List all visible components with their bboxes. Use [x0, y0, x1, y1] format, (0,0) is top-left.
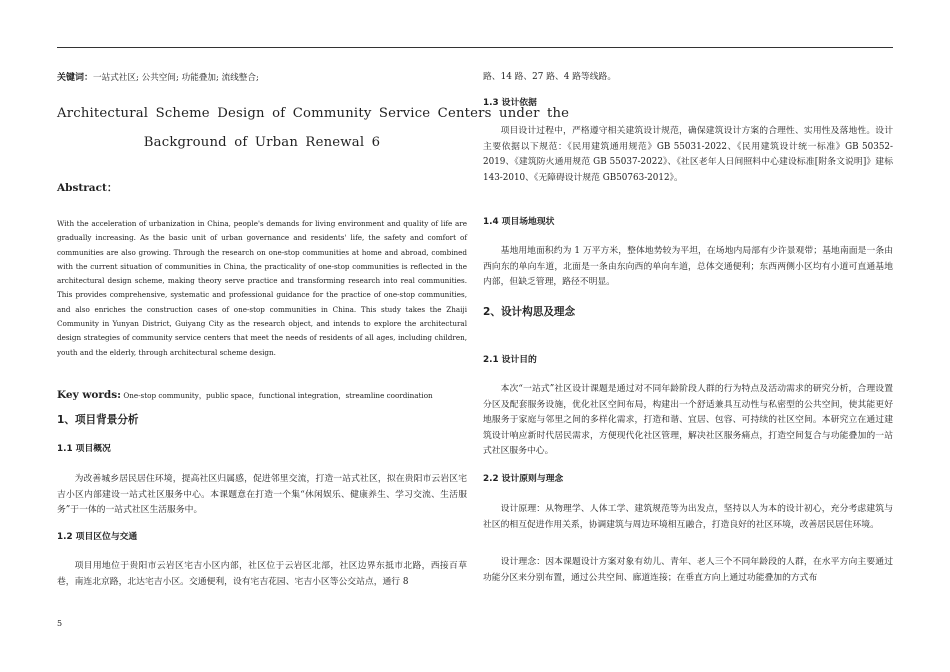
paragraph-1-3: 项目设计过程中，严格遵守相关建筑设计规范，确保建筑设计方案的合理性、实用性及落地性。设计主要依据以下规范：《民用建筑通用规范》GB 55031-2022、《民用建筑设计统一标准》GB 50352-2019、《建筑防火通用规范 GB 55037-2022》、《社区老年人日间照料中心建设标准[附条文说明]》建标 143-2010、《无障碍设计规范 GB50763-2012》。 — [483, 126, 893, 183]
paragraph-1-2: 项目用地位于贵阳市云岩区宅吉小区内部，社区位于云岩区北部，社区边界东抵市北路，西接百草巷，南连北京路，北达宅吉小区。交通便利，设有宅吉花园、宅吉小区等公交站点，通行 8 — [57, 561, 467, 587]
heading-1-4: 1.4 项目场地现状 — [483, 217, 555, 227]
keywords-line — [57, 72, 259, 84]
heading-1-2: 1.2 项目区位与交通 — [57, 532, 138, 542]
heading-2-2: 2.2 设计原则与理念 — [483, 474, 564, 484]
paragraph-1-4: 基地用地面积约为 1 万平方米，整体地势较为平坦，在场地内局部有少许景观带；基地南面是一条由西向东的单向车道，北面是一条由东向西的单向车道，总体交通便利；东西两侧小区均有小道可直通基地内部，但缺乏管理，路径不明显。 — [483, 246, 893, 287]
heading-1-3: 1.3 设计依据 — [483, 98, 537, 108]
header-rule — [57, 47, 893, 48]
key-words-line — [57, 389, 433, 402]
paragraph-continuation: 路、14 路、27 路、4 路等线路。 — [483, 72, 617, 82]
heading-2: 2、设计构思及理念 — [483, 306, 576, 318]
paragraph-2-1: 本次“一站式”社区设计课题是通过对不同年龄阶段人群的行为特点及活动需求的研究分析，合理设置分区及配套服务设施，优化社区空间布局，构建出一个舒适兼具互动性与私密型的公共空间，使其能更好地服务于家庭与邻里之间的多样化需求，打造和谐、宜居、包容、可持续的社区空间。本研究立在通过建筑设计响应新时代居民需求，方便现代化社区管理，解决社区服务痛点，打造空间复合与功能叠加的一站式社区服务中心。 — [483, 384, 893, 456]
abstract-label: Abstract： — [57, 182, 118, 194]
english-title-line-1: Architectural Scheme Design of Community Service Centers under the — [57, 106, 570, 121]
keywords-text: 一站式社区; 公共空间; 功能叠加; 流线整合; — [93, 73, 259, 83]
paragraph-1-1: 为改善城乡居民居住环境，提高社区归属感，促进邻里交流，打造一站式社区，拟在贵阳市云岩区宅吉小区内部建设一站式社区服务中心。本课题意在打造一个集“休闲娱乐、健康养生、学习交流、生活服务”于一体的一站式社区生活服务中。 — [57, 474, 467, 515]
paragraph-2-2-b: 设计理念：因本课题设计方案对象有幼儿、青年、老人三个不同年龄段的人群，在水平方向主要通过功能分区来分别布置，通过公共空间、廊道连接；在垂直方向上通过功能叠加的方式布 — [483, 557, 893, 583]
abstract-text: With the acceleration of urbanization in China, people's demands for living environment and quality of life are gradually increasing. As the basic unit of urban governance and residents' life, the safety and comfort of communities are also growing. Through the research on one-stop communities at home and abroad, combined with the current situation of communities in China, the practicality of one-stop communities is reflected in the architectural design scheme, making theory serve practice and transforming research into real communities. This provides comprehensive, systematic and professional guidance for the practice of one-stop communities, and also enriches the construction cases of one-stop communities in China. This study takes the Zhaiji Community in Yunyan District, Guiyang City as the research object, and intends to explore the architectural design strategies of community service centers that meet the needs of residents of all ages, including children, youth and the elderly, through architectural scheme design. — [57, 219, 467, 357]
keywords-label: 关键词： — [57, 73, 94, 83]
key-words-text: One-stop community，public space，functional integration，streamline coordination — [123, 391, 433, 400]
page-number: 5 — [57, 619, 63, 628]
key-words-label: Key words: — [57, 389, 122, 401]
heading-1: 1、项目背景分析 — [57, 414, 139, 426]
paragraph-2-2-a: 设计原理：从物理学、人体工学、建筑规范等为出发点，坚持以人为本的设计初心，充分考虑建筑与社区的相互促进作用关系，协调建筑与周边环境相互融合，打造良好的社区环境，改善居民居住环境。 — [483, 504, 893, 530]
heading-1-1: 1.1 项目概况 — [57, 444, 111, 454]
heading-2-1: 2.1 设计目的 — [483, 355, 537, 365]
english-title-line-2: Background of Urban Renewal 6 — [143, 135, 381, 150]
